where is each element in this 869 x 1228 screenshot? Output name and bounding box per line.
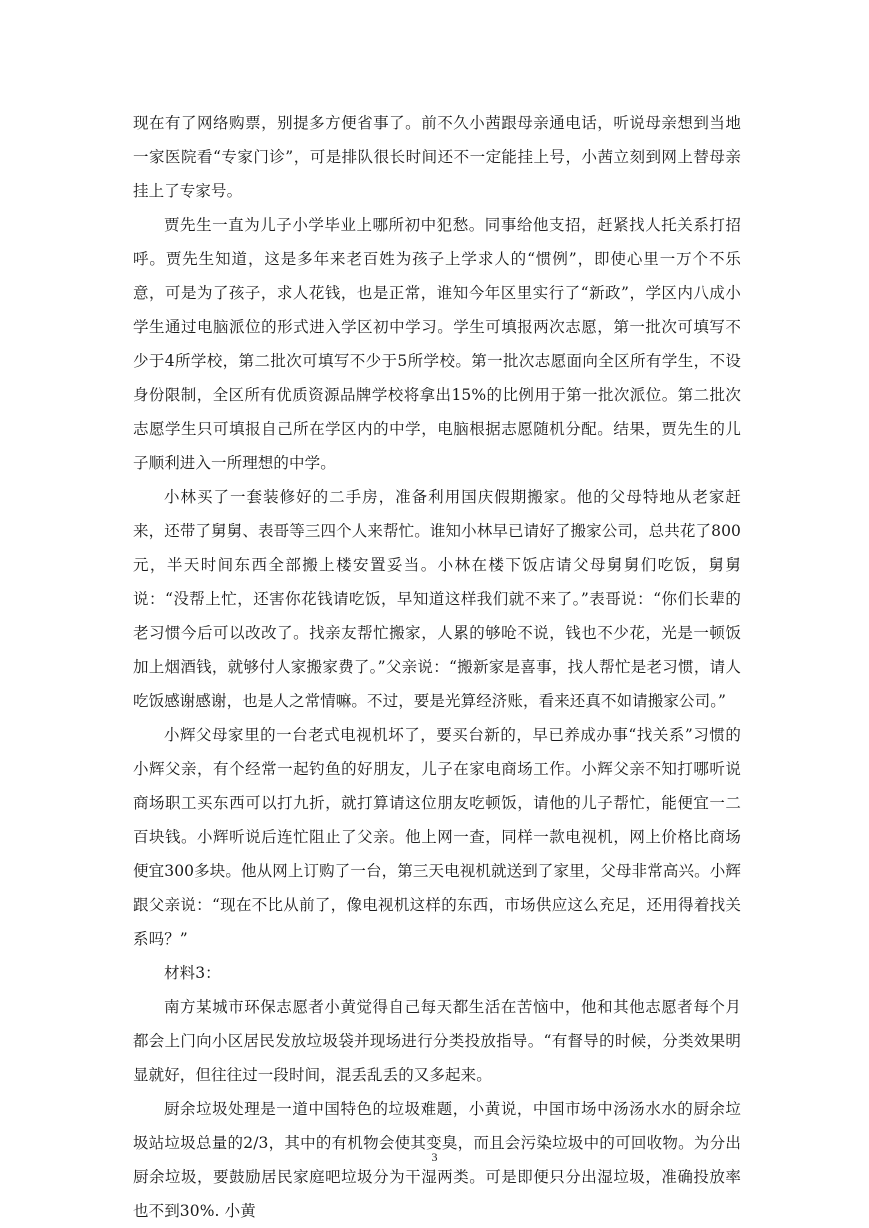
paragraph-3: 小林买了一套装修好的二手房，准备利用国庆假期搬家。他的父母特地从老家赶来，还带了舅舅、表哥等三四个人来帮忙。谁知小林早已请好了搬家公司，总共花了800元，半天时间东西全部搬上楼安置妥当。小林在楼下饭店请父母舅舅们吃饭，舅舅说：“没帮上忙，还害你花钱请吃饭，早知道这样我们就不来了。”表哥说：“你们长辈的老习惯今后可以改改了。找亲友帮忙搬家，人累的够呛不说，钱也不少花，光是一顿饭加上烟酒钱，就够付人家搬家费了。”父亲说：“搬新家是喜事，找人帮忙是老习惯，请人吃饭感谢感谢，也是人之常情嘛。不过，要是光算经济账，看来还真不如请搬家公司。” (133, 488, 741, 710)
page-number: 3 (431, 1150, 438, 1164)
paragraph-1: 现在有了网络购票，别提多方便省事了。前不久小茜跟母亲通电话，听说母亲想到当地一家医院看“专家门诊”，可是排队很长时间还不一定能挂上号，小茜立刻到网上替母亲挂上了专家号。 (133, 114, 741, 200)
paragraph-5: 南方某城市环保志愿者小黄觉得自己每天都生活在苦恼中，他和其他志愿者每个月都会上门向小区居民发放垃圾袋并现场进行分类投放指导。“有督导的时候，分类效果明显就好，但往往过一段时间，混丢乱丢的又多起来。 (133, 998, 741, 1084)
paragraph-2: 贾先生一直为儿子小学毕业上哪所初中犯愁。同事给他支招，赶紧找人托关系打招呼。贾先生知道，这是多年来老百姓为孩子上学求人的“惯例”，即使心里一万个不乐意，可是为了孩子，求人花钱，也是正常，谁知今年区里实行了“新政”，学区内八成小学生通过电脑派位的形式进入学区初中学习。学生可填报两次志愿，第一批次可填写不少于4所学校，第二批次可填写不少于5所学校。第一批次志愿面向全区所有学生，不设身份限制，全区所有优质资源品牌学校将拿出15%的比例用于第一批次派位。第二批次志愿学生只可填报自己所在学区内的中学，电脑根据志愿随机分配。结果，贾先生的儿子顺利进入一所理想的中学。 (133, 216, 741, 472)
section-heading-material-3: 材料3： (164, 964, 221, 982)
document-body (133, 106, 741, 1228)
paragraph-6: 厨余垃圾处理是一道中国特色的垃圾难题，小黄说，中国市场中汤汤水水的厨余垃圾站垃圾总量的2/3，其中的有机物会使其变臭，而且会污染垃圾中的可回收物。为分出厨余垃圾，要鼓励居民家庭吧垃圾分为干湿两类。可是即便只分出湿垃圾，准确投放率也不到30%. 小黄 (133, 1100, 741, 1220)
paragraph-4: 小辉父母家里的一台老式电视机坏了，要买台新的，早已养成办事“找关系”习惯的小辉父亲，有个经常一起钓鱼的好朋友，儿子在家电商场工作。小辉父亲不知打哪听说商场职工买东西可以打九折，就打算请这位朋友吃顿饭，请他的儿子帮忙，能便宜一二百块钱。小辉听说后连忙阻止了父亲。他上网一查，同样一款电视机，网上价格比商场便宜300多块。他从网上订购了一台，第三天电视机就送到了家里，父母非常高兴。小辉跟父亲说：“现在不比从前了，像电视机这样的东西，市场供应这么充足，还用得着找关系吗？” (133, 726, 741, 948)
